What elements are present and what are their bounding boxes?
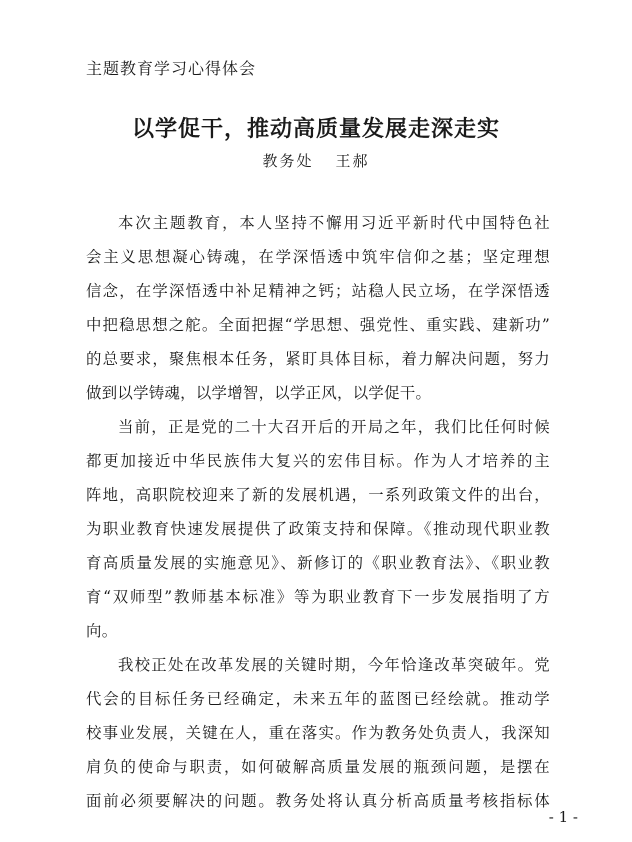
- body-line: 校事业发展，关键在人，重在落实。作为教务处负责人，我深知: [86, 724, 550, 742]
- body-line: 育“双师型”教师基本标准》等为职业教育下一步发展指明了方: [86, 588, 550, 606]
- body-line: 当前，正是党的二十大召开后的开局之年，我们比任何时候: [118, 418, 550, 436]
- body-line: 信念，在学深悟透中补足精神之钙；站稳人民立场，在学深悟透: [86, 282, 550, 300]
- body-line: 做到以学铸魂，以学增智，以学正风，以学促干。: [86, 384, 432, 402]
- body-line: 的总要求，聚焦根本任务，紧盯具体目标，着力解决问题，努力: [86, 350, 550, 368]
- author-name: 王郝: [335, 152, 370, 170]
- body-line: 阵地，高职院校迎来了新的发展机遇，一系列政策文件的出台，: [86, 486, 550, 504]
- body-line: 会主义思想凝心铸魂，在学深悟透中筑牢信仰之基；坚定理想: [86, 248, 550, 266]
- body-line: 向。: [86, 622, 118, 640]
- body-line: 面前必须要解决的问题。教务处将认真分析高质量考核指标体: [86, 792, 550, 810]
- header-label: 主题教育学习心得体会: [86, 59, 257, 78]
- body-line: 本次主题教育，本人坚持不懈用习近平新时代中国特色社: [118, 214, 550, 232]
- body-line: 育高质量发展的实施意见》、新修订的《职业教育法》、《职业教: [86, 554, 550, 572]
- body-line: 中把稳思想之舵。全面把握“学思想、强党性、重实践、建新功”: [86, 316, 550, 334]
- body-line: 都更加接近中华民族伟大复兴的宏伟目标。作为人才培养的主: [86, 452, 550, 470]
- page-number: - 1 -: [548, 808, 578, 826]
- body-line: 代会的目标任务已经确定，未来五年的蓝图已经绘就。推动学: [86, 690, 550, 708]
- body-line: 肩负的使命与职责，如何破解高质量发展的瓶颈问题，是摆在: [86, 758, 550, 776]
- author-department: 教务处: [262, 152, 314, 170]
- author-line: [0, 150, 632, 171]
- document-title: 以学促干，推动高质量发展走深走实: [131, 116, 500, 142]
- body-line: 为职业教育快速发展提供了政策支持和保障。《推动现代职业教: [86, 520, 550, 538]
- body-line: 我校正处在改革发展的关键时期，今年恰逢改革突破年。党: [118, 656, 550, 674]
